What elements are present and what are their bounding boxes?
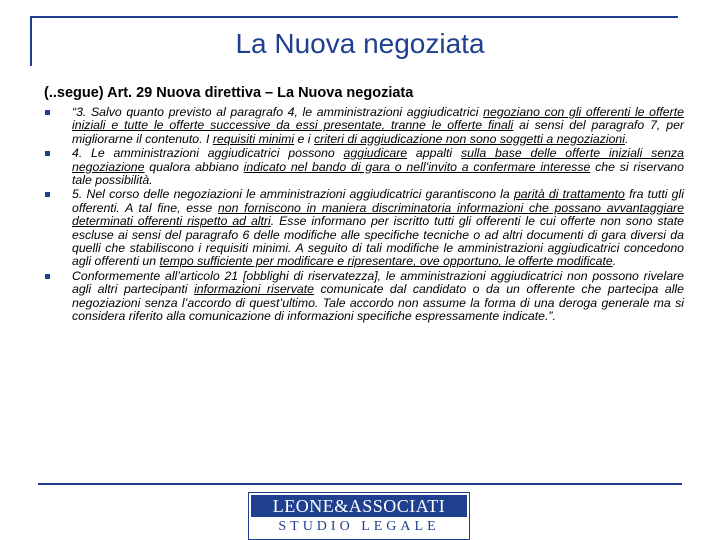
bullet-text: “3. Salvo quanto previsto al paragrafo 4, le amministrazioni aggiudicatrici [72, 105, 484, 119]
square-bullet-icon [45, 110, 50, 115]
bullet-text: Conformemente all’articolo 21 [obblighi di riservatezza], le amministrazioni aggiudicatrici non possono rivelare agli altri partecipanti [72, 268, 684, 297]
logo-firm-name: LEONE&ASSOCIATI [251, 495, 467, 517]
bullet-item [44, 188, 684, 268]
underlined-text: negoziano con gli offerenti le offerte iniziali e tutte le offerte successive da essi presentate, tranne le offerte finali [72, 105, 684, 133]
square-bullet-icon [45, 274, 50, 279]
top-frame-line [30, 16, 678, 18]
underlined-text: criteri di aggiudicazione non sono soggetti a negoziazioni [313, 131, 625, 146]
square-bullet-icon [45, 192, 50, 197]
logo-tagline: STUDIO LEGALE [278, 519, 440, 534]
bullet-text: e i [294, 131, 314, 146]
slide-title: La Nuova negoziata [235, 28, 485, 59]
bullet-text: . Esse informano per iscritto tutti gli offerenti le cui offerte non sono state escluse ai sensi del paragrafo 6 delle modifiche alle specifiche tecniche o ad altri documenti di gara diversi da quelli che stabiliscono i requisiti minimi. A seguito di tali modifiche le amministrazioni aggiudicatrici concedono agli offerenti un [72, 214, 685, 269]
underlined-text: non forniscono in maniera discriminatoria informazioni che possano avvantaggiare determinati offerenti rispetto ad altri [72, 200, 684, 229]
underlined-text: indicato nel bando di gara o nell’invito a confermare interesse [243, 159, 591, 174]
slide-subtitle: (..segue) Art. 29 Nuova direttiva – La Nuova negoziata [44, 85, 414, 101]
underlined-text: requisiti minimi [212, 131, 295, 146]
bullet-text: che si riservano tale possibilità. [72, 159, 684, 188]
bullet-text: fra tutti gli offerenti. A tal fine, esse [72, 187, 684, 215]
underlined-text: aggiudicare [343, 146, 408, 161]
firm-logo [248, 492, 470, 540]
bullet-text: qualora abbiano [144, 159, 244, 174]
bottom-frame-line [38, 483, 682, 485]
underlined-text: tempo sufficiente per modificare e ripresentare, ove opportuno, le offerte modificate [159, 254, 613, 269]
bullet-text: . [612, 254, 617, 269]
bullet-text: 5. Nel corso delle negoziazioni le amministrazioni aggiudicatrici garantiscono la [72, 187, 514, 202]
bullet-list [44, 106, 684, 325]
bullet-text: ai sensi del paragrafo 7, per migliorarne il contenuto. I [72, 118, 685, 146]
underlined-text: sulla base delle offerte iniziali senza negoziazione [72, 146, 684, 174]
bullet-text: comunicate dal candidato o da un offerente che partecipa alle negoziazioni senza l’accordo di quest’ultimo. Tale accordo non assume la forma di una deroga generale ma si considera riferito alla comunicazione di informazioni specifiche espressamente indicate.”. [72, 282, 684, 324]
underlined-text: informazioni riservate [194, 282, 315, 297]
bullet-text: . [625, 131, 629, 146]
square-bullet-icon [45, 151, 50, 156]
bullet-text: appalti [407, 146, 461, 161]
bullet-item [44, 106, 684, 146]
bullet-item [44, 147, 684, 187]
bullet-item [44, 270, 684, 324]
bullet-text: 4. Le amministrazioni aggiudicatrici possono [72, 146, 344, 161]
underlined-text: parità di trattamento [513, 187, 625, 202]
